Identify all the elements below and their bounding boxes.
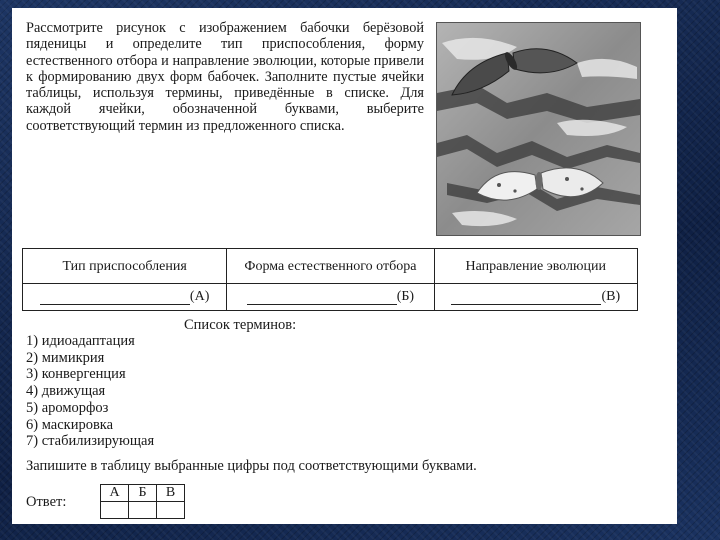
header-adaptation-type: Тип приспособления — [23, 249, 227, 284]
term-item: 6) маскировка — [26, 416, 114, 433]
grid-answer-a[interactable] — [101, 502, 129, 519]
grid-answer-c[interactable] — [157, 502, 185, 519]
blank-cell-b — [227, 284, 434, 311]
blank-label-b: (Б) — [396, 289, 415, 304]
moth-on-birch-photo — [436, 22, 641, 236]
moth-illustration — [437, 23, 640, 235]
terms-list — [26, 333, 154, 450]
grid-header-b: Б — [129, 485, 157, 502]
term-item: 3) конвергенция — [26, 366, 126, 383]
term-item: 5) ароморфоз — [26, 399, 109, 416]
grid-answer-b[interactable] — [129, 502, 157, 519]
answer-table — [22, 248, 638, 311]
header-evolution-direction: Направление эволюции — [434, 249, 637, 284]
instruction-text: Запишите в таблицу выбранные цифры под соответствующими буквами. — [26, 458, 477, 474]
terms-title: Список терминов: — [184, 317, 297, 333]
blank-cell-a — [23, 284, 227, 311]
answer-grid — [100, 484, 185, 519]
term-item: 2) мимикрия — [26, 349, 105, 366]
task-text: Рассмотрите рисунок с изображением бабочки берёзовой пяденицы и определите тип приспособления, форму естественного отбора и направление эволюции, которые привели к формированию двух форм бабочек. Заполните пустые ячейки таблицы, используя термины, приведённые в списке. Для каждой ячейки, обозначенной буквами, выберите соответствующий термин из предложенного списка. — [26, 20, 424, 134]
term-item: 4) движущая — [26, 383, 106, 400]
term-item: 1) идиоадаптация — [26, 333, 135, 349]
term-item: 7) стабилизирующая — [26, 433, 155, 450]
grid-header-a: А — [101, 485, 129, 502]
answer-label: Ответ: — [26, 494, 67, 510]
worksheet — [12, 8, 677, 524]
blank-cell-c — [434, 284, 637, 311]
blank-label-a: (А) — [189, 289, 210, 304]
blank-label-c: (В) — [601, 289, 621, 304]
grid-header-c: В — [157, 485, 185, 502]
header-selection-form: Форма естественного отбора — [227, 249, 434, 284]
